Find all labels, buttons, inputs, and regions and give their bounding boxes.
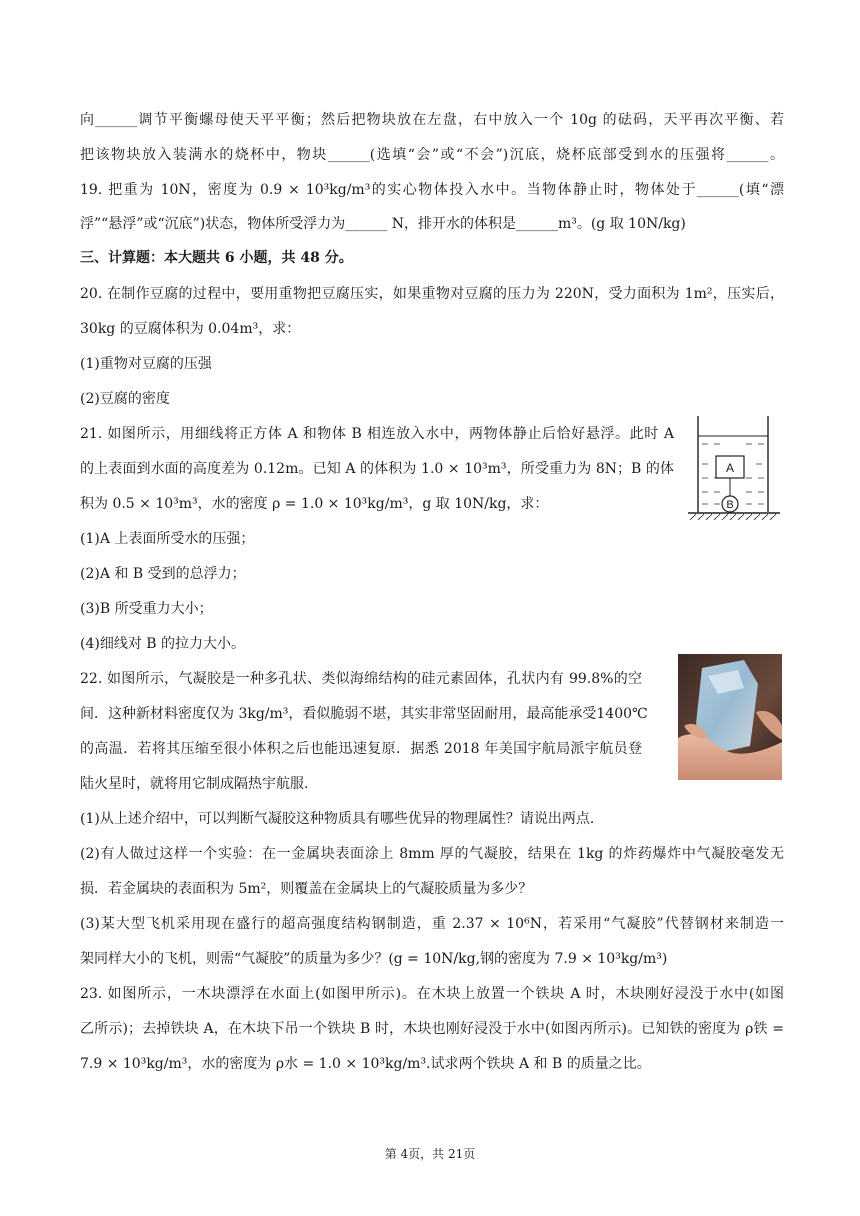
text-line: 7.9 × 10³kg/m³，水的密度为 ρ水 = 1.0 × 10³kg/m³.试求两个铁块 A 和 B 的质量之比。 (80, 1056, 651, 1072)
ground-hatching (690, 514, 776, 520)
text-line: 的高温．若将其压缩至很小体积之后也能迅速复原．据悉 2018 年美国宇航局派宇航员登 (80, 741, 642, 757)
text-line: 损．若金属块的表面积为 5m²，则覆盖在金属块上的气凝胶质量为多少？ (80, 881, 533, 897)
text-line: (2)豆腐的密度 (80, 391, 170, 407)
text-line: 架同样大小的飞机，则需“气凝胶”的质量为多少？(g = 10N/kg,钢的密度为 7.9 × 10³kg/m³) (80, 951, 668, 967)
text-line: 陆火星时，就将用它制成隔热宇航服． (80, 776, 318, 792)
text-line: 20. 在制作豆腐的过程中，要用重物把豆腐压实，如果重物对豆腐的压力为 220N，受力面积为 1m²，压实后， (80, 286, 784, 302)
text-line: 19. 把重为 10N，密度为 0.9 × 10³kg/m³的实心物体投入水中。当物体静止时，物体处于______(填“漂 (80, 182, 784, 198)
aerogel-photo (678, 654, 782, 780)
text-line: 间．这种新材料密度仅为 3kg/m³，看似脆弱不堪，其实非常坚固耐用，最高能承受1400℃ (80, 706, 648, 722)
cube-a-label: A (725, 461, 735, 475)
text-line: 乙所示)；去掉铁块 A，在木块下吊一个铁块 B 时，木块也刚好浸没于水中(如图丙所示)。已知铁的密度为 ρ铁 = (80, 1021, 784, 1037)
text-line: (3)某大型飞机采用现在盛行的超高强度结构钢制造，重 2.37 × 10⁶N，若采用“气凝胶”代替钢材来制造一 (80, 916, 784, 932)
text-line: (3)B 所受重力大小； (80, 601, 213, 617)
page-footer: 第 4页，共 21页 (384, 1147, 476, 1161)
text-line: (2)A 和 B 受到的总浮力； (80, 566, 246, 582)
text-line: 的上表面到水面的高度差为 0.12m。已知 A 的体积为 1.0 × 10³m³，所受重力为 8N；B 的体 (80, 461, 674, 477)
text-line: (4)细线对 B 的拉力大小。 (80, 636, 246, 652)
text-line: 浮”“悬浮”或“沉底”)状态，物体所受浮力为______ N，排开水的体积是______m³。(g 取 10N/kg) (80, 216, 686, 232)
text-line: 把该物块放入装满水的烧杯中，物块______(选填“会”或“不会”)沉底，烧杯底部受到水的压强将______。 (80, 147, 784, 163)
text-line: 三、计算题：本大题共 6 小题，共 48 分。 (80, 250, 353, 266)
text-line: 23. 如图所示，一木块漂浮在水面上(如图甲所示)。在木块上放置一个铁块 A 时，木块刚好浸没于水中(如图 (80, 986, 784, 1002)
text-line: 积为 0.5 × 10³m³，水的密度 ρ = 1.0 × 10³kg/m³，g 取 10N/kg，求： (80, 496, 549, 512)
text-line: (2)有人做过这样一个实验：在一金属块表面涂上 8mm 厚的气凝胶，结果在 1kg 的炸药爆炸中气凝胶毫发无 (80, 846, 784, 862)
figure-21-container-diagram (686, 414, 782, 524)
text-line: 21. 如图所示，用细线将正方体 A 和物体 B 相连放入水中，两物体静止后恰好悬浮。此时 A (80, 426, 674, 442)
text-line: 22. 如图所示，气凝胶是一种多孔状、类似海绵结构的硅元素固体，孔状内有 99.8%的空 (80, 671, 642, 687)
text-line: (1)从上述介绍中，可以判断气凝胶这种物质具有哪些优异的物理属性？请说出两点． (80, 811, 604, 827)
text-line: (1)重物对豆腐的压强 (80, 356, 212, 372)
ball-b-label: B (726, 499, 734, 511)
text-line: 30kg 的豆腐体积为 0.04m³，求： (80, 321, 301, 337)
text-line: (1)A 上表面所受水的压强； (80, 531, 255, 547)
text-line: 向______调节平衡螺母使天平平衡；然后把物块放在左盘，右中放入一个 10g 的砝码，天平再次平衡、若 (80, 112, 784, 128)
